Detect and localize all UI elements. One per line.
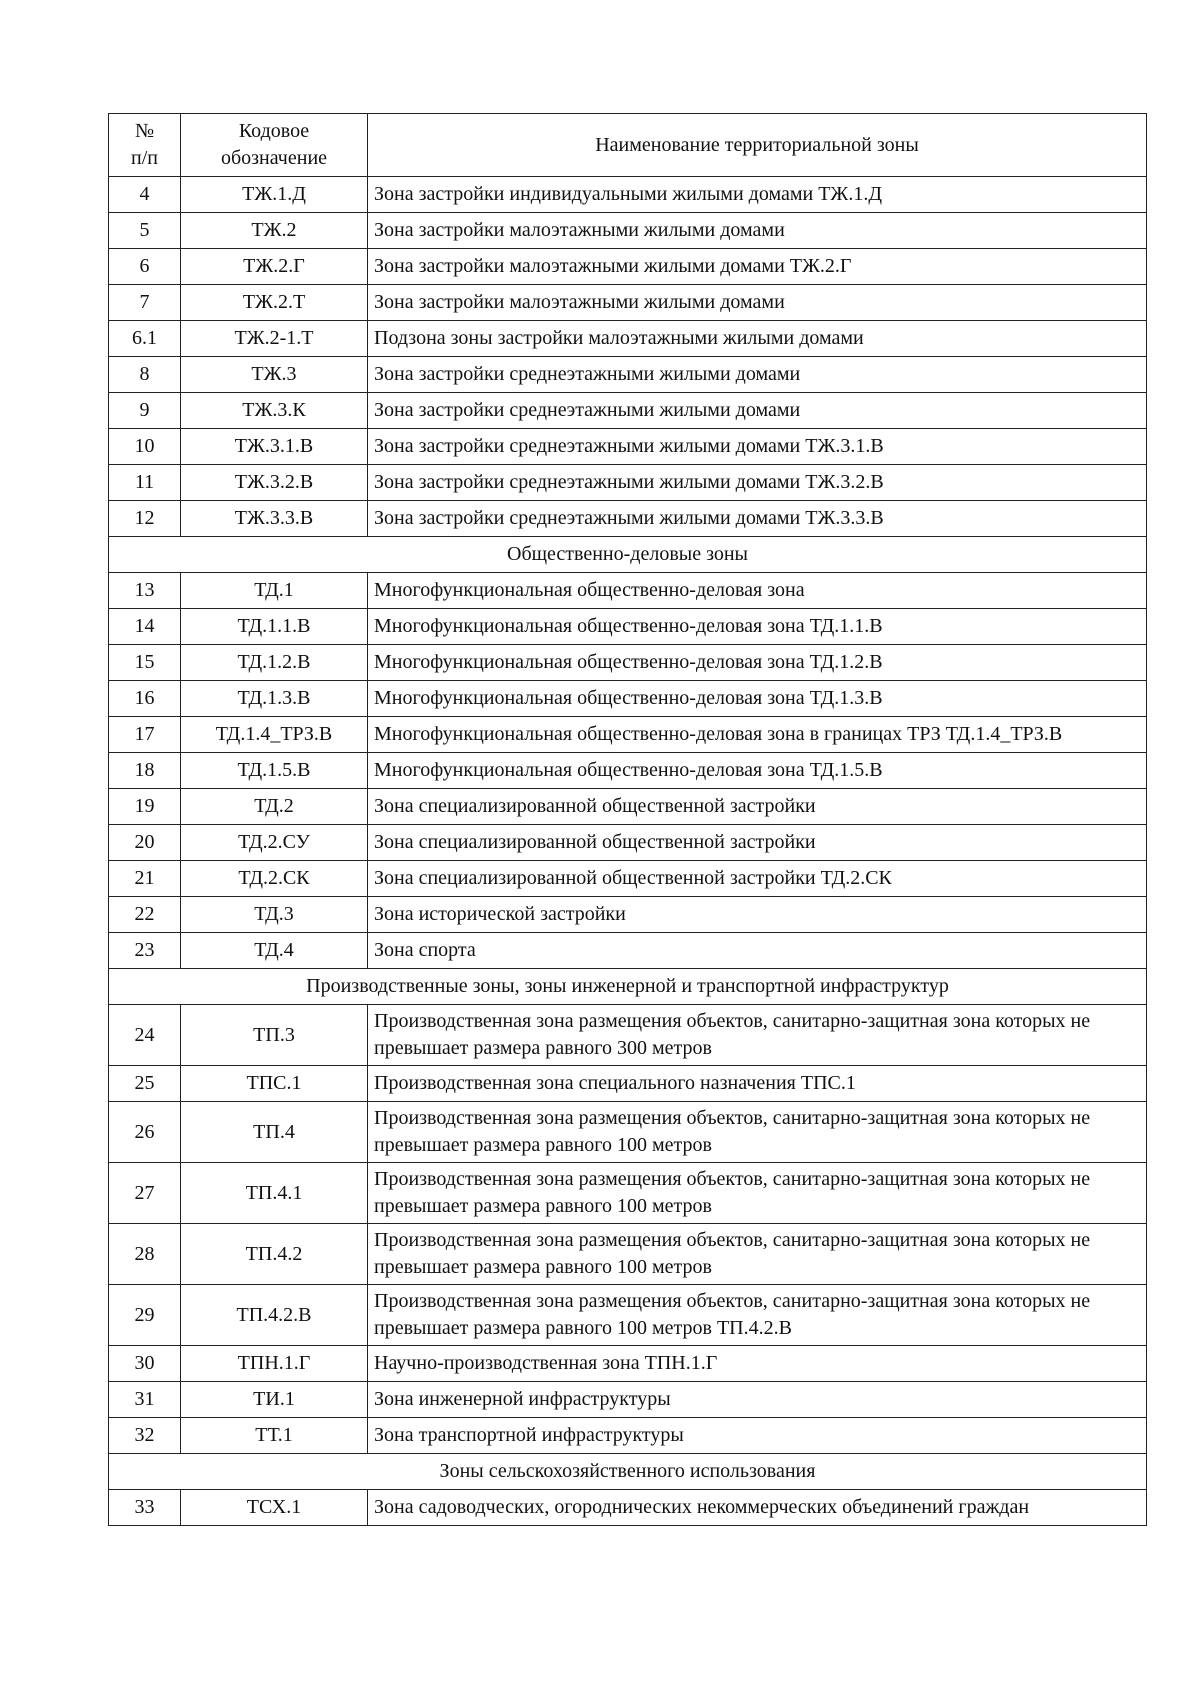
table-row [109,501,1147,537]
zone-name: Подзона зоны застройки малоэтажными жилыми домами [368,321,1147,357]
zone-number: 30 [109,1346,181,1382]
zone-code: ТП.4.2 [181,1224,368,1285]
zone-number: 27 [109,1163,181,1224]
zone-code: ТИ.1 [181,1382,368,1418]
zone-code: ТЖ.3.1.В [181,429,368,465]
zone-code: ТЖ.2.Т [181,285,368,321]
zone-code: ТД.1.1.В [181,609,368,645]
zone-code: ТПН.1.Г [181,1346,368,1382]
table-row [109,1490,1147,1526]
table-row [109,1285,1147,1346]
zone-number: 5 [109,213,181,249]
zone-name: Производственная зона специального назначения ТПС.1 [368,1066,1147,1102]
zone-code: ТД.2.СК [181,861,368,897]
table-header-row [109,114,1147,177]
header-name: Наименование территориальной зоны [368,114,1147,177]
zone-number: 24 [109,1005,181,1066]
table-row [109,573,1147,609]
zone-number: 31 [109,1382,181,1418]
zone-name: Зона транспортной инфраструктуры [368,1418,1147,1454]
zone-code: ТД.1.2.В [181,645,368,681]
table-row [109,429,1147,465]
zone-code: ТД.1.3.В [181,681,368,717]
zone-number: 23 [109,933,181,969]
zone-name: Многофункциональная общественно-деловая зона ТД.1.1.В [368,609,1147,645]
table-row [109,1066,1147,1102]
table-row [109,1418,1147,1454]
zone-name: Зона застройки среднеэтажными жилыми домами [368,357,1147,393]
table-body [109,177,1147,1526]
zone-name: Производственная зона размещения объектов, санитарно-защитная зона которых не превышает размера равного 100 метров ТП.4.2.В [368,1285,1147,1346]
zone-number: 18 [109,753,181,789]
zone-name: Многофункциональная общественно-деловая зона ТД.1.5.В [368,753,1147,789]
table-row [109,861,1147,897]
section-header-row [109,1454,1147,1490]
zone-number: 6.1 [109,321,181,357]
table-row [109,393,1147,429]
zone-code: ТЖ.2 [181,213,368,249]
zone-number: 26 [109,1102,181,1163]
section-title: Зоны сельскохозяйственного использования [109,1454,1147,1490]
table-row [109,465,1147,501]
zone-number: 21 [109,861,181,897]
table-row [109,213,1147,249]
section-title: Производственные зоны, зоны инженерной и транспортной инфраструктур [109,969,1147,1005]
zone-name: Зона застройки среднеэтажными жилыми домами [368,393,1147,429]
zone-number: 20 [109,825,181,861]
zone-name: Зона застройки среднеэтажными жилыми домами ТЖ.3.1.В [368,429,1147,465]
zone-number: 12 [109,501,181,537]
zone-number: 32 [109,1418,181,1454]
zone-number: 13 [109,573,181,609]
zone-name: Зона застройки индивидуальными жилыми домами ТЖ.1.Д [368,177,1147,213]
table-row [109,753,1147,789]
table-row [109,1005,1147,1066]
zone-code: ТД.3 [181,897,368,933]
zone-name: Зона специализированной общественной застройки [368,789,1147,825]
zone-name: Научно-производственная зона ТПН.1.Г [368,1346,1147,1382]
zone-name: Многофункциональная общественно-деловая зона ТД.1.2.В [368,645,1147,681]
zone-number: 17 [109,717,181,753]
table-row [109,681,1147,717]
zone-code: ТП.3 [181,1005,368,1066]
table-row [109,897,1147,933]
zone-code: ТД.2.СУ [181,825,368,861]
table-row [109,357,1147,393]
zone-name: Производственная зона размещения объектов, санитарно-защитная зона которых не превышает размера равного 100 метров [368,1102,1147,1163]
table-row [109,285,1147,321]
zone-code: ТСХ.1 [181,1490,368,1526]
zone-number: 10 [109,429,181,465]
zone-code: ТЖ.3.3.В [181,501,368,537]
table-row [109,609,1147,645]
table-row [109,1346,1147,1382]
section-title: Общественно-деловые зоны [109,537,1147,573]
section-header-row [109,537,1147,573]
zone-code: ТПС.1 [181,1066,368,1102]
header-code: Кодовое обозначение [181,114,368,177]
zone-name: Производственная зона размещения объектов, санитарно-защитная зона которых не превышает размера равного 100 метров [368,1163,1147,1224]
table-row [109,1382,1147,1418]
zone-number: 9 [109,393,181,429]
zone-number: 14 [109,609,181,645]
table-row [109,645,1147,681]
table-row [109,825,1147,861]
zone-code: ТД.1.4_ТРЗ.В [181,717,368,753]
table-row [109,1224,1147,1285]
zone-number: 7 [109,285,181,321]
zone-name: Зона исторической застройки [368,897,1147,933]
table-row [109,177,1147,213]
zones-table [108,113,1147,1526]
zone-name: Зона застройки среднеэтажными жилыми домами ТЖ.3.2.В [368,465,1147,501]
zone-name: Производственная зона размещения объектов, санитарно-защитная зона которых не превышает размера равного 100 метров [368,1224,1147,1285]
zone-code: ТЖ.3.К [181,393,368,429]
zone-name: Зона застройки среднеэтажными жилыми домами ТЖ.3.3.В [368,501,1147,537]
table-row [109,1163,1147,1224]
zone-name: Многофункциональная общественно-деловая зона в границах ТРЗ ТД.1.4_ТРЗ.В [368,717,1147,753]
zone-name: Зона застройки малоэтажными жилыми домами [368,213,1147,249]
zone-name: Зона застройки малоэтажными жилыми домами [368,285,1147,321]
zone-code: ТД.2 [181,789,368,825]
zone-name: Зона застройки малоэтажными жилыми домами ТЖ.2.Г [368,249,1147,285]
zone-name: Зона специализированной общественной застройки ТД.2.СК [368,861,1147,897]
table-row [109,717,1147,753]
zone-number: 15 [109,645,181,681]
zone-name: Зона специализированной общественной застройки [368,825,1147,861]
table-row [109,1102,1147,1163]
header-num: № п/п [109,114,181,177]
zone-code: ТЖ.3.2.В [181,465,368,501]
zone-number: 22 [109,897,181,933]
zone-number: 33 [109,1490,181,1526]
zone-number: 25 [109,1066,181,1102]
section-header-row [109,969,1147,1005]
zone-code: ТЖ.2-1.Т [181,321,368,357]
zone-name: Зона спорта [368,933,1147,969]
zone-number: 8 [109,357,181,393]
zone-name: Многофункциональная общественно-деловая зона [368,573,1147,609]
zone-number: 4 [109,177,181,213]
zone-name: Зона инженерной инфраструктуры [368,1382,1147,1418]
zone-name: Производственная зона размещения объектов, санитарно-защитная зона которых не превышает размера равного 300 метров [368,1005,1147,1066]
zone-code: ТП.4.2.В [181,1285,368,1346]
zone-code: ТЖ.1.Д [181,177,368,213]
table-row [109,321,1147,357]
zone-code: ТД.1.5.В [181,753,368,789]
zone-number: 29 [109,1285,181,1346]
zone-number: 6 [109,249,181,285]
table-row [109,789,1147,825]
zone-code: ТЖ.2.Г [181,249,368,285]
zone-code: ТД.1 [181,573,368,609]
zone-code: ТП.4 [181,1102,368,1163]
zone-name: Многофункциональная общественно-деловая зона ТД.1.3.В [368,681,1147,717]
table-row [109,249,1147,285]
zone-number: 11 [109,465,181,501]
zone-code: ТД.4 [181,933,368,969]
table-row [109,933,1147,969]
zone-name: Зона садоводческих, огороднических некоммерческих объединений граждан [368,1490,1147,1526]
zone-number: 16 [109,681,181,717]
zone-code: ТП.4.1 [181,1163,368,1224]
zone-number: 19 [109,789,181,825]
zone-number: 28 [109,1224,181,1285]
zone-code: ТТ.1 [181,1418,368,1454]
zone-code: ТЖ.3 [181,357,368,393]
